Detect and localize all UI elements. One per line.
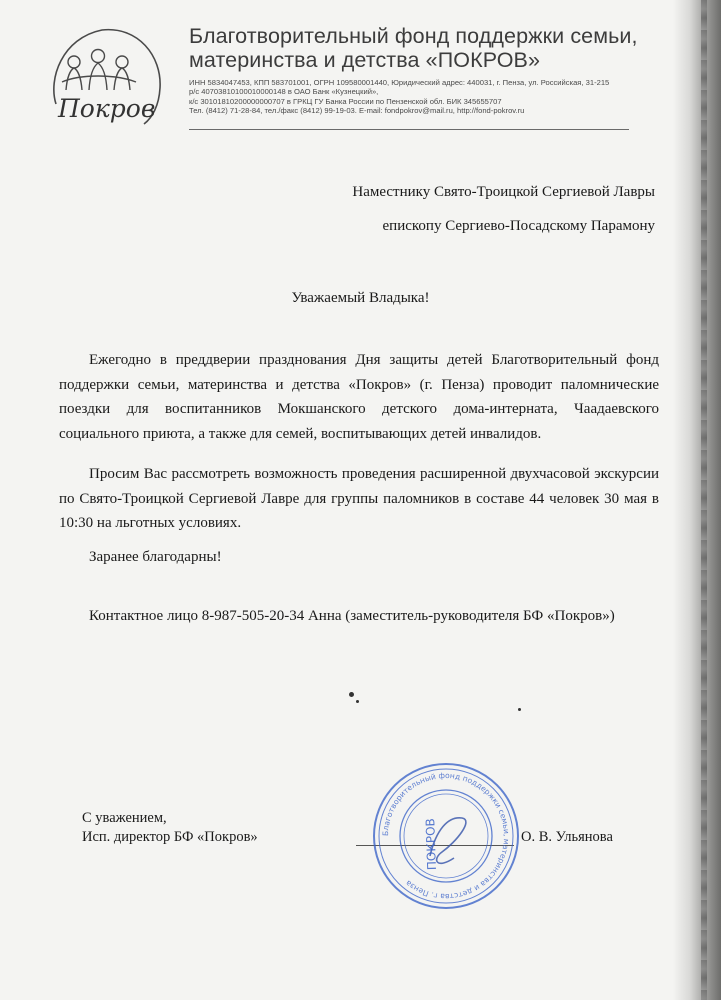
organization-details bbox=[189, 78, 629, 116]
addressee-line-1: Наместнику Свято-Троицкой Сергиевой Лавры bbox=[352, 184, 655, 200]
signer-position: Исп. директор БФ «Покров» bbox=[82, 829, 258, 845]
paragraph-1: Ежегодно в преддверии празднования Дня защиты детей Благотворительный фонд поддержки семьи, материнства и детства «Покров» (г. Пенза) проводит паломнические поездки для воспитанников Мокшанского детского дома-интерната, Чаадаевского социального приюта, а также для семей, воспитывающих детей инвалидов. bbox=[59, 352, 659, 442]
addressee-line-2: епископу Сергиево-Посадскому Парамону bbox=[382, 218, 655, 234]
addressee-block bbox=[352, 175, 655, 243]
stamp-center-text: ПОКРОВ bbox=[423, 818, 439, 871]
details-line: р/с 40703810100010000148 в ОАО Банк «Кузнецкий», bbox=[189, 87, 379, 97]
thanks-line: Заранее благодарны! bbox=[89, 549, 222, 565]
stamp-ring-text: Благотворительный фонд поддержки семьи, материнства и детства г. Пенза bbox=[380, 770, 512, 902]
details-line: Тел. (8412) 71-28-84, тел./факс (8412) 99-19-03. E-mail: fondpokrov@mail.ru, http://fond-pokrov.ru bbox=[189, 106, 525, 116]
ink-speck bbox=[356, 700, 359, 703]
logo-script-text: Покров bbox=[58, 94, 156, 123]
details-line: к/с 30101810200000000707 в ГРКЦ ГУ Банка России по Пензенской обл. БИК 345655707 bbox=[189, 96, 502, 106]
header-divider bbox=[189, 129, 629, 130]
signer-name: О. В. Ульянова bbox=[521, 829, 613, 845]
organization-stamp bbox=[370, 760, 522, 912]
contact-line: Контактное лицо 8-987-505-20-34 Анна (заместитель-руководителя БФ «Покров») bbox=[89, 608, 615, 624]
paragraph-2: Просим Вас рассмотреть возможность проведения расширенной двухчасовой экскурсии по Свято-Троицкой Сергиевой Лавре для группы паломников в составе 44 человек 30 мая в 10:30 на льготных условиях. bbox=[59, 466, 659, 531]
details-line: ИНН 5834047453, КПП 583701001, ОГРН 109580001440, Юридический адрес: 440031, г. Пенза, ул. Российская, 31-215 bbox=[189, 78, 610, 87]
closing-salutation: С уважением, bbox=[82, 810, 167, 826]
scan-edge-shadow bbox=[673, 0, 721, 1000]
ink-speck bbox=[349, 692, 354, 697]
pokrov-logo bbox=[40, 24, 166, 130]
greeting: Уважаемый Владыка! bbox=[291, 290, 430, 306]
ink-speck bbox=[518, 708, 521, 711]
organization-name: Благотворительный фонд поддержки семьи, материнства и детства «ПОКРОВ» bbox=[189, 24, 638, 72]
